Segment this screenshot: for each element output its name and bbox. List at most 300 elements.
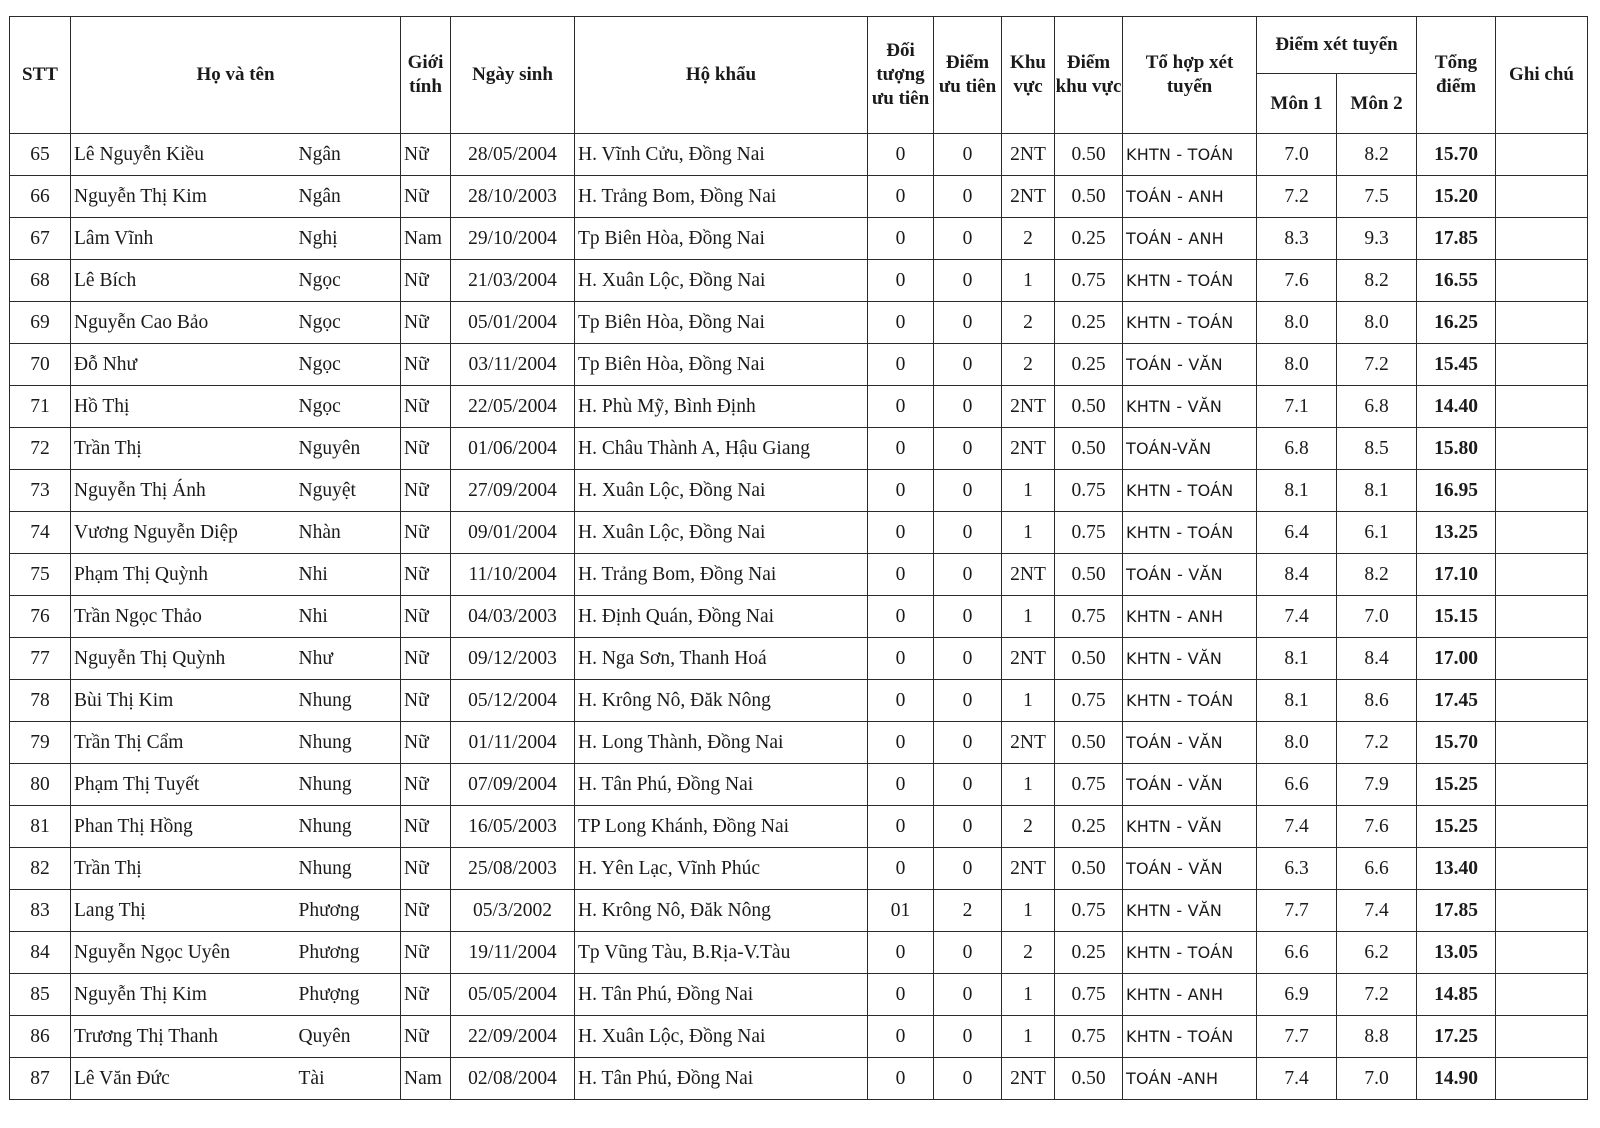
- subject-combination-cell: KHTN - TOÁN: [1123, 134, 1257, 176]
- surname-and-middle-name-cell: Phạm Thị Tuyết: [71, 764, 297, 806]
- subject-1-score-cell: 6.3: [1257, 848, 1337, 890]
- surname-and-middle-name-cell: Phan Thị Hồng: [71, 806, 297, 848]
- subject-combination-cell: KHTN - TOÁN: [1123, 680, 1257, 722]
- subject-combination-cell: KHTN - VĂN: [1123, 890, 1257, 932]
- subject-1-score-cell: 7.4: [1257, 1058, 1337, 1100]
- region-cell: 2NT: [1002, 638, 1055, 680]
- priority-group-cell: 0: [868, 806, 934, 848]
- surname-and-middle-name-cell: Trần Thị: [71, 428, 297, 470]
- date-of-birth-cell: 28/10/2003: [451, 176, 575, 218]
- priority-points-cell: 0: [934, 806, 1002, 848]
- header-total-score: Tổng điểm: [1417, 17, 1496, 134]
- subject-1-score-cell: 8.0: [1257, 344, 1337, 386]
- given-name-cell: Nhung: [297, 848, 401, 890]
- subject-1-score-cell: 6.9: [1257, 974, 1337, 1016]
- priority-group-cell: 0: [868, 428, 934, 470]
- priority-group-cell: 0: [868, 470, 934, 512]
- date-of-birth-cell: 01/11/2004: [451, 722, 575, 764]
- note-cell: [1496, 596, 1588, 638]
- total-score-cell: 17.00: [1417, 638, 1496, 680]
- table-row: [10, 848, 1588, 890]
- row-number-cell: 83: [10, 890, 71, 932]
- header-stt: STT: [10, 17, 71, 134]
- date-of-birth-cell: 29/10/2004: [451, 218, 575, 260]
- header-subject-combination: Tổ hợp xét tuyển: [1123, 17, 1257, 134]
- given-name-cell: Ngọc: [297, 260, 401, 302]
- region-points-cell: 0.50: [1055, 848, 1123, 890]
- note-cell: [1496, 806, 1588, 848]
- gender-cell: Nữ: [401, 638, 451, 680]
- given-name-cell: Nguyên: [297, 428, 401, 470]
- table-row: [10, 932, 1588, 974]
- row-number-cell: 73: [10, 470, 71, 512]
- region-points-cell: 0.25: [1055, 218, 1123, 260]
- note-cell: [1496, 134, 1588, 176]
- header-date-of-birth: Ngày sinh: [451, 17, 575, 134]
- subject-combination-cell: KHTN - VĂN: [1123, 806, 1257, 848]
- given-name-cell: Nhung: [297, 764, 401, 806]
- total-score-cell: 15.25: [1417, 764, 1496, 806]
- priority-group-cell: 0: [868, 764, 934, 806]
- subject-2-score-cell: 8.2: [1337, 260, 1417, 302]
- admission-results-sheet: [9, 16, 1587, 1100]
- household-address-cell: H. Xuân Lộc, Đồng Nai: [575, 1016, 868, 1058]
- priority-group-cell: 0: [868, 134, 934, 176]
- table-row: [10, 764, 1588, 806]
- date-of-birth-cell: 27/09/2004: [451, 470, 575, 512]
- given-name-cell: Ngân: [297, 176, 401, 218]
- household-address-cell: H. Krông Nô, Đăk Nông: [575, 890, 868, 932]
- gender-cell: Nam: [401, 218, 451, 260]
- row-number-cell: 80: [10, 764, 71, 806]
- subject-combination-cell: KHTN - TOÁN: [1123, 1016, 1257, 1058]
- region-points-cell: 0.75: [1055, 680, 1123, 722]
- row-number-cell: 81: [10, 806, 71, 848]
- priority-group-cell: 0: [868, 176, 934, 218]
- priority-group-cell: 0: [868, 218, 934, 260]
- subject-2-score-cell: 8.5: [1337, 428, 1417, 470]
- region-points-cell: 0.25: [1055, 806, 1123, 848]
- priority-points-cell: 0: [934, 848, 1002, 890]
- region-points-cell: 0.75: [1055, 260, 1123, 302]
- subject-2-score-cell: 7.0: [1337, 1058, 1417, 1100]
- region-points-cell: 0.75: [1055, 512, 1123, 554]
- gender-cell: Nữ: [401, 512, 451, 554]
- given-name-cell: Ngân: [297, 134, 401, 176]
- household-address-cell: H. Xuân Lộc, Đồng Nai: [575, 470, 868, 512]
- row-number-cell: 74: [10, 512, 71, 554]
- surname-and-middle-name-cell: Đỗ Như: [71, 344, 297, 386]
- subject-combination-cell: KHTN - TOÁN: [1123, 302, 1257, 344]
- given-name-cell: Quyên: [297, 1016, 401, 1058]
- total-score-cell: 13.25: [1417, 512, 1496, 554]
- region-points-cell: 0.50: [1055, 386, 1123, 428]
- note-cell: [1496, 386, 1588, 428]
- table-row: [10, 806, 1588, 848]
- total-score-cell: 13.05: [1417, 932, 1496, 974]
- subject-combination-cell: TOÁN - ANH: [1123, 218, 1257, 260]
- region-cell: 2NT: [1002, 134, 1055, 176]
- priority-points-cell: 0: [934, 974, 1002, 1016]
- table-row: [10, 596, 1588, 638]
- priority-group-cell: 01: [868, 890, 934, 932]
- region-cell: 2NT: [1002, 848, 1055, 890]
- subject-combination-cell: TOÁN-VĂN: [1123, 428, 1257, 470]
- subject-2-score-cell: 7.2: [1337, 722, 1417, 764]
- surname-and-middle-name-cell: Phạm Thị Quỳnh: [71, 554, 297, 596]
- region-points-cell: 0.25: [1055, 344, 1123, 386]
- subject-2-score-cell: 8.2: [1337, 134, 1417, 176]
- note-cell: [1496, 890, 1588, 932]
- table-row: [10, 680, 1588, 722]
- given-name-cell: Ngọc: [297, 302, 401, 344]
- subject-1-score-cell: 7.6: [1257, 260, 1337, 302]
- date-of-birth-cell: 19/11/2004: [451, 932, 575, 974]
- priority-points-cell: 0: [934, 470, 1002, 512]
- subject-1-score-cell: 8.1: [1257, 680, 1337, 722]
- given-name-cell: Nhi: [297, 596, 401, 638]
- table-row: [10, 1058, 1588, 1100]
- total-score-cell: 17.85: [1417, 890, 1496, 932]
- surname-and-middle-name-cell: Lang Thị: [71, 890, 297, 932]
- given-name-cell: Như: [297, 638, 401, 680]
- note-cell: [1496, 764, 1588, 806]
- surname-and-middle-name-cell: Bùi Thị Kim: [71, 680, 297, 722]
- subject-combination-cell: KHTN - ANH: [1123, 596, 1257, 638]
- region-points-cell: 0.25: [1055, 932, 1123, 974]
- note-cell: [1496, 512, 1588, 554]
- priority-group-cell: 0: [868, 344, 934, 386]
- subject-2-score-cell: 7.2: [1337, 974, 1417, 1016]
- region-cell: 2NT: [1002, 1058, 1055, 1100]
- subject-1-score-cell: 7.7: [1257, 890, 1337, 932]
- row-number-cell: 70: [10, 344, 71, 386]
- given-name-cell: Nhi: [297, 554, 401, 596]
- subject-combination-cell: KHTN - TOÁN: [1123, 260, 1257, 302]
- subject-1-score-cell: 7.7: [1257, 1016, 1337, 1058]
- gender-cell: Nữ: [401, 428, 451, 470]
- total-score-cell: 17.10: [1417, 554, 1496, 596]
- table-row: [10, 470, 1588, 512]
- subject-combination-cell: KHTN - VĂN: [1123, 386, 1257, 428]
- subject-2-score-cell: 6.6: [1337, 848, 1417, 890]
- region-cell: 1: [1002, 596, 1055, 638]
- given-name-cell: Phượng: [297, 974, 401, 1016]
- table-row: [10, 344, 1588, 386]
- region-cell: 2NT: [1002, 176, 1055, 218]
- priority-group-cell: 0: [868, 596, 934, 638]
- note-cell: [1496, 260, 1588, 302]
- subject-combination-cell: KHTN - TOÁN: [1123, 470, 1257, 512]
- given-name-cell: Nguyệt: [297, 470, 401, 512]
- household-address-cell: H. Trảng Bom, Đồng Nai: [575, 176, 868, 218]
- surname-and-middle-name-cell: Lê Bích: [71, 260, 297, 302]
- subject-combination-cell: TOÁN - ANH: [1123, 176, 1257, 218]
- date-of-birth-cell: 05/12/2004: [451, 680, 575, 722]
- subject-combination-cell: KHTN - ANH: [1123, 974, 1257, 1016]
- priority-points-cell: 0: [934, 722, 1002, 764]
- region-cell: 1: [1002, 974, 1055, 1016]
- table-row: [10, 722, 1588, 764]
- row-number-cell: 72: [10, 428, 71, 470]
- gender-cell: Nữ: [401, 554, 451, 596]
- row-number-cell: 78: [10, 680, 71, 722]
- gender-cell: Nữ: [401, 932, 451, 974]
- priority-points-cell: 0: [934, 512, 1002, 554]
- total-score-cell: 15.15: [1417, 596, 1496, 638]
- subject-2-score-cell: 9.3: [1337, 218, 1417, 260]
- subject-combination-cell: TOÁN - VĂN: [1123, 848, 1257, 890]
- surname-and-middle-name-cell: Lê Văn Đức: [71, 1058, 297, 1100]
- subject-1-score-cell: 7.0: [1257, 134, 1337, 176]
- priority-points-cell: 0: [934, 428, 1002, 470]
- priority-group-cell: 0: [868, 260, 934, 302]
- priority-points-cell: 0: [934, 554, 1002, 596]
- subject-combination-cell: TOÁN - VĂN: [1123, 344, 1257, 386]
- surname-and-middle-name-cell: Nguyễn Thị Kim: [71, 176, 297, 218]
- priority-group-cell: 0: [868, 1058, 934, 1100]
- priority-points-cell: 0: [934, 596, 1002, 638]
- household-address-cell: H. Tân Phú, Đồng Nai: [575, 974, 868, 1016]
- surname-and-middle-name-cell: Trần Thị: [71, 848, 297, 890]
- total-score-cell: 15.25: [1417, 806, 1496, 848]
- given-name-cell: Nhung: [297, 722, 401, 764]
- household-address-cell: H. Long Thành, Đồng Nai: [575, 722, 868, 764]
- subject-2-score-cell: 8.6: [1337, 680, 1417, 722]
- date-of-birth-cell: 22/05/2004: [451, 386, 575, 428]
- household-address-cell: Tp Biên Hòa, Đồng Nai: [575, 218, 868, 260]
- row-number-cell: 67: [10, 218, 71, 260]
- table-row: [10, 974, 1588, 1016]
- subject-combination-cell: KHTN - TOÁN: [1123, 512, 1257, 554]
- surname-and-middle-name-cell: Trần Ngọc Thảo: [71, 596, 297, 638]
- header-subject-2: Môn 2: [1337, 74, 1417, 134]
- gender-cell: Nữ: [401, 680, 451, 722]
- date-of-birth-cell: 05/05/2004: [451, 974, 575, 1016]
- note-cell: [1496, 638, 1588, 680]
- table-row: [10, 1016, 1588, 1058]
- subject-2-score-cell: 7.0: [1337, 596, 1417, 638]
- header-subject-1: Môn 1: [1257, 74, 1337, 134]
- region-points-cell: 0.50: [1055, 134, 1123, 176]
- note-cell: [1496, 218, 1588, 260]
- region-points-cell: 0.75: [1055, 890, 1123, 932]
- subject-2-score-cell: 6.1: [1337, 512, 1417, 554]
- gender-cell: Nữ: [401, 806, 451, 848]
- total-score-cell: 15.80: [1417, 428, 1496, 470]
- region-cell: 2: [1002, 218, 1055, 260]
- note-cell: [1496, 1058, 1588, 1100]
- row-number-cell: 82: [10, 848, 71, 890]
- region-cell: 2NT: [1002, 386, 1055, 428]
- gender-cell: Nữ: [401, 344, 451, 386]
- row-number-cell: 79: [10, 722, 71, 764]
- row-number-cell: 76: [10, 596, 71, 638]
- header-note: Ghi chú: [1496, 17, 1588, 134]
- priority-points-cell: 0: [934, 932, 1002, 974]
- note-cell: [1496, 1016, 1588, 1058]
- row-number-cell: 84: [10, 932, 71, 974]
- table-row: [10, 134, 1588, 176]
- region-cell: 2NT: [1002, 554, 1055, 596]
- gender-cell: Nam: [401, 1058, 451, 1100]
- table-row: [10, 218, 1588, 260]
- priority-points-cell: 0: [934, 386, 1002, 428]
- note-cell: [1496, 554, 1588, 596]
- priority-group-cell: 0: [868, 974, 934, 1016]
- priority-group-cell: 0: [868, 932, 934, 974]
- subject-2-score-cell: 6.2: [1337, 932, 1417, 974]
- table-row: [10, 260, 1588, 302]
- surname-and-middle-name-cell: Nguyễn Cao Bảo: [71, 302, 297, 344]
- note-cell: [1496, 974, 1588, 1016]
- subject-1-score-cell: 7.4: [1257, 596, 1337, 638]
- row-number-cell: 69: [10, 302, 71, 344]
- priority-points-cell: 0: [934, 176, 1002, 218]
- given-name-cell: Phương: [297, 932, 401, 974]
- subject-1-score-cell: 6.8: [1257, 428, 1337, 470]
- surname-and-middle-name-cell: Nguyễn Thị Ánh: [71, 470, 297, 512]
- date-of-birth-cell: 28/05/2004: [451, 134, 575, 176]
- date-of-birth-cell: 22/09/2004: [451, 1016, 575, 1058]
- subject-2-score-cell: 7.2: [1337, 344, 1417, 386]
- subject-2-score-cell: 7.4: [1337, 890, 1417, 932]
- priority-points-cell: 0: [934, 302, 1002, 344]
- date-of-birth-cell: 05/3/2002: [451, 890, 575, 932]
- date-of-birth-cell: 21/03/2004: [451, 260, 575, 302]
- surname-and-middle-name-cell: Hồ Thị: [71, 386, 297, 428]
- gender-cell: Nữ: [401, 302, 451, 344]
- total-score-cell: 17.85: [1417, 218, 1496, 260]
- date-of-birth-cell: 11/10/2004: [451, 554, 575, 596]
- given-name-cell: Nhung: [297, 680, 401, 722]
- household-address-cell: Tp Biên Hòa, Đồng Nai: [575, 344, 868, 386]
- date-of-birth-cell: 09/12/2003: [451, 638, 575, 680]
- given-name-cell: Nghị: [297, 218, 401, 260]
- note-cell: [1496, 176, 1588, 218]
- surname-and-middle-name-cell: Trần Thị Cẩm: [71, 722, 297, 764]
- note-cell: [1496, 428, 1588, 470]
- date-of-birth-cell: 05/01/2004: [451, 302, 575, 344]
- total-score-cell: 16.55: [1417, 260, 1496, 302]
- subject-1-score-cell: 8.3: [1257, 218, 1337, 260]
- total-score-cell: 14.90: [1417, 1058, 1496, 1100]
- gender-cell: Nữ: [401, 848, 451, 890]
- total-score-cell: 16.95: [1417, 470, 1496, 512]
- date-of-birth-cell: 16/05/2003: [451, 806, 575, 848]
- total-score-cell: 17.25: [1417, 1016, 1496, 1058]
- table-row: [10, 554, 1588, 596]
- priority-group-cell: 0: [868, 554, 934, 596]
- household-address-cell: H. Vĩnh Cửu, Đồng Nai: [575, 134, 868, 176]
- gender-cell: Nữ: [401, 386, 451, 428]
- subject-combination-cell: TOÁN -ANH: [1123, 1058, 1257, 1100]
- subject-2-score-cell: 8.4: [1337, 638, 1417, 680]
- given-name-cell: Nhung: [297, 806, 401, 848]
- household-address-cell: Tp Biên Hòa, Đồng Nai: [575, 302, 868, 344]
- note-cell: [1496, 302, 1588, 344]
- date-of-birth-cell: 04/03/2003: [451, 596, 575, 638]
- total-score-cell: 14.85: [1417, 974, 1496, 1016]
- surname-and-middle-name-cell: Lê Nguyễn Kiều: [71, 134, 297, 176]
- gender-cell: Nữ: [401, 260, 451, 302]
- header-priority-group: Đối tượng ưu tiên: [868, 17, 934, 134]
- household-address-cell: H. Yên Lạc, Vĩnh Phúc: [575, 848, 868, 890]
- table-row: [10, 428, 1588, 470]
- region-cell: 2: [1002, 302, 1055, 344]
- header-gender: Giới tính: [401, 17, 451, 134]
- gender-cell: Nữ: [401, 470, 451, 512]
- surname-and-middle-name-cell: Lâm Vĩnh: [71, 218, 297, 260]
- region-points-cell: 0.75: [1055, 470, 1123, 512]
- subject-1-score-cell: 7.2: [1257, 176, 1337, 218]
- gender-cell: Nữ: [401, 722, 451, 764]
- header-priority-points: Điểm ưu tiên: [934, 17, 1002, 134]
- date-of-birth-cell: 03/11/2004: [451, 344, 575, 386]
- subject-2-score-cell: 8.2: [1337, 554, 1417, 596]
- header-household-address: Hộ khẩu: [575, 17, 868, 134]
- region-cell: 1: [1002, 680, 1055, 722]
- priority-points-cell: 0: [934, 218, 1002, 260]
- household-address-cell: H. Krông Nô, Đăk Nông: [575, 680, 868, 722]
- priority-points-cell: 0: [934, 1016, 1002, 1058]
- household-address-cell: H. Trảng Bom, Đồng Nai: [575, 554, 868, 596]
- date-of-birth-cell: 25/08/2003: [451, 848, 575, 890]
- header-region-points: Điểm khu vực: [1055, 17, 1123, 134]
- region-points-cell: 0.50: [1055, 638, 1123, 680]
- table-row: [10, 638, 1588, 680]
- priority-group-cell: 0: [868, 1016, 934, 1058]
- subject-combination-cell: TOÁN - VĂN: [1123, 554, 1257, 596]
- subject-1-score-cell: 6.6: [1257, 932, 1337, 974]
- priority-group-cell: 0: [868, 638, 934, 680]
- surname-and-middle-name-cell: Trương Thị Thanh: [71, 1016, 297, 1058]
- total-score-cell: 13.40: [1417, 848, 1496, 890]
- subject-2-score-cell: 7.6: [1337, 806, 1417, 848]
- priority-points-cell: 0: [934, 1058, 1002, 1100]
- gender-cell: Nữ: [401, 764, 451, 806]
- subject-1-score-cell: 7.4: [1257, 806, 1337, 848]
- region-points-cell: 0.50: [1055, 176, 1123, 218]
- household-address-cell: H. Xuân Lộc, Đồng Nai: [575, 512, 868, 554]
- gender-cell: Nữ: [401, 176, 451, 218]
- region-points-cell: 0.50: [1055, 1058, 1123, 1100]
- priority-group-cell: 0: [868, 386, 934, 428]
- note-cell: [1496, 932, 1588, 974]
- total-score-cell: 17.45: [1417, 680, 1496, 722]
- priority-points-cell: 0: [934, 638, 1002, 680]
- total-score-cell: 15.45: [1417, 344, 1496, 386]
- region-cell: 1: [1002, 764, 1055, 806]
- row-number-cell: 65: [10, 134, 71, 176]
- region-cell: 1: [1002, 260, 1055, 302]
- subject-1-score-cell: 8.1: [1257, 638, 1337, 680]
- row-number-cell: 71: [10, 386, 71, 428]
- household-address-cell: TP Long Khánh, Đồng Nai: [575, 806, 868, 848]
- region-points-cell: 0.75: [1055, 1016, 1123, 1058]
- row-number-cell: 75: [10, 554, 71, 596]
- subject-1-score-cell: 8.4: [1257, 554, 1337, 596]
- note-cell: [1496, 470, 1588, 512]
- subject-2-score-cell: 7.5: [1337, 176, 1417, 218]
- region-cell: 1: [1002, 1016, 1055, 1058]
- priority-group-cell: 0: [868, 302, 934, 344]
- date-of-birth-cell: 01/06/2004: [451, 428, 575, 470]
- table-row: [10, 302, 1588, 344]
- region-points-cell: 0.75: [1055, 764, 1123, 806]
- surname-and-middle-name-cell: Nguyễn Thị Quỳnh: [71, 638, 297, 680]
- region-points-cell: 0.50: [1055, 428, 1123, 470]
